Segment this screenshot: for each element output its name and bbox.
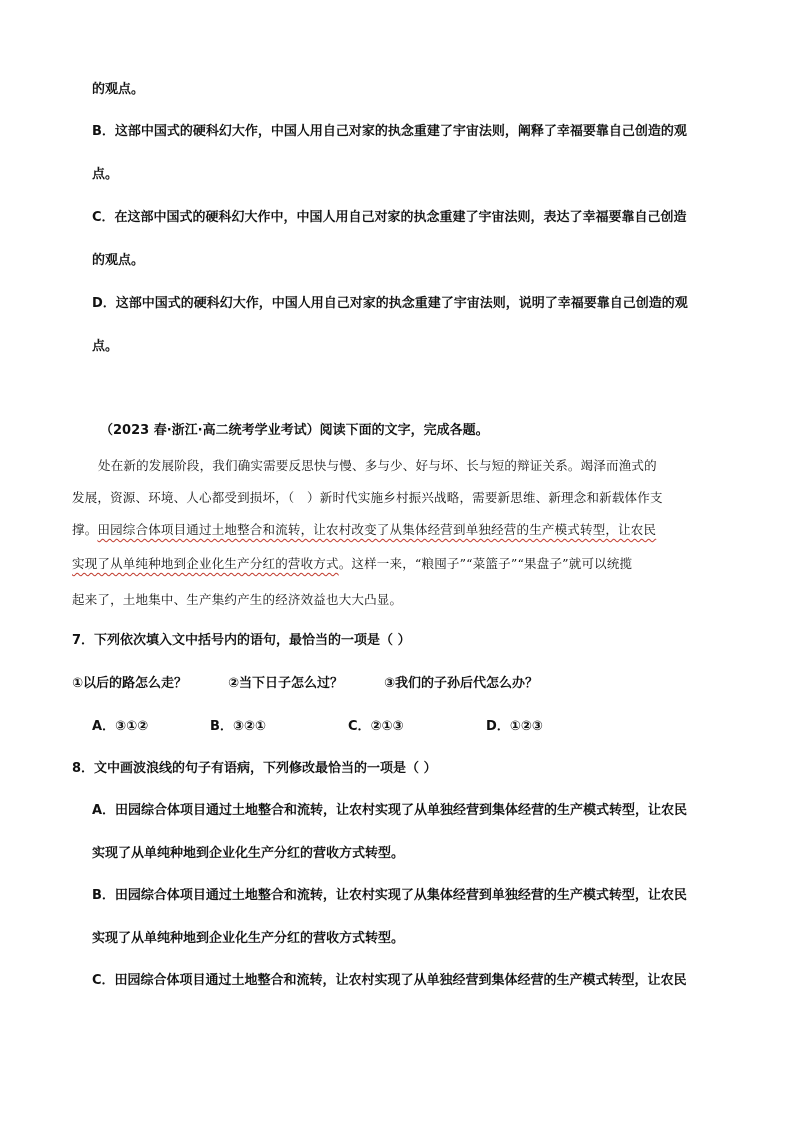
q6-option-d-line2: 点。 bbox=[92, 339, 119, 354]
q7-choice-b[interactable]: B．③②① bbox=[210, 719, 266, 734]
q8-option-a-line2: 实现了从单纯种地到企业化生产分红的营收方式转型。 bbox=[92, 846, 405, 861]
q8-stem: 8．文中画波浪线的句子有语病，下列修改最恰当的一项是（ ） bbox=[72, 761, 437, 776]
q7-statement-1: ①以后的路怎么走？ bbox=[72, 676, 188, 691]
q6-option-c-line2: 的观点。 bbox=[92, 253, 145, 268]
passage-source: （2023 春·浙江·高二统考学业考试）阅读下面的文字，完成各题。 bbox=[100, 423, 489, 438]
q7-statements bbox=[72, 676, 539, 692]
q6-option-c-line1: C．在这部中国式的硬科幻大作中，中国人用自己对家的执念重建了宇宙法则，表达了幸福要靠自己创造 bbox=[92, 210, 687, 225]
q8-option-c-line1: C．田园综合体项目通过土地整合和流转，让农村实现了从单独经营到集体经营的生产模式转型，让农民 bbox=[92, 973, 687, 988]
passage-line3 bbox=[72, 522, 656, 538]
passage-line1: 处在新的发展阶段，我们确实需要反思快与慢、多与少、好与坏、长与短的辩证关系。竭泽而渔式的 bbox=[98, 458, 657, 473]
q7-choice-d[interactable]: D．①②③ bbox=[486, 719, 543, 734]
q7-choice-c[interactable]: C．②①③ bbox=[348, 719, 404, 734]
q6-option-a-continuation: 的观点。 bbox=[92, 82, 145, 97]
wavy-underlined-sentence-part2: 实现了从单纯种地到企业化生产分红的营收方式 bbox=[72, 556, 339, 571]
q8-option-b-line2: 实现了从单纯种地到企业化生产分红的营收方式转型。 bbox=[92, 931, 405, 946]
q7-choice-a[interactable]: A．③①② bbox=[92, 719, 149, 734]
q6-option-b-line2: 点。 bbox=[92, 167, 119, 182]
passage-line5: 起来了，土地集中、生产集约产生的经济效益也大大凸显。 bbox=[72, 592, 403, 607]
passage-line4 bbox=[72, 556, 632, 572]
passage-line2: 发展，资源、环境、人心都受到损坏，（ ）新时代实施乡村振兴战略，需要新思维、新理念和新载体作支 bbox=[72, 490, 663, 505]
passage-line3-prefix: 撑。 bbox=[72, 522, 98, 537]
wavy-underlined-sentence-part1: 田园综合体项目通过土地整合和流转，让农村改变了从集体经营到单独经营的生产模式转型，让农民 bbox=[97, 522, 657, 537]
q6-option-d-line1: D．这部中国式的硬科幻大作，中国人用自己对家的执念重建了宇宙法则，说明了幸福要靠自己创造的观 bbox=[92, 296, 688, 311]
q8-option-b-line1: B．田园综合体项目通过土地整合和流转，让农村实现了从集体经营到单独经营的生产模式转型，让农民 bbox=[92, 888, 687, 903]
passage-line4-suffix: 。这样一来，“粮囤子”“菜篮子”“果盘子”就可以统揽 bbox=[338, 556, 633, 571]
q7-statement-3: ③我们的子孙后代怎么办？ bbox=[384, 676, 539, 691]
q7-stem: 7．下列依次填入文中括号内的语句，最恰当的一项是（ ） bbox=[72, 633, 411, 648]
q6-option-b-line1: B．这部中国式的硬科幻大作，中国人用自己对家的执念重建了宇宙法则，阐释了幸福要靠自己创造的观 bbox=[92, 124, 687, 139]
q8-option-a-line1: A．田园综合体项目通过土地整合和流转，让农村实现了从单独经营到集体经营的生产模式转型，让农民 bbox=[92, 803, 688, 818]
q7-statement-2: ②当下日子怎么过？ bbox=[228, 676, 344, 691]
